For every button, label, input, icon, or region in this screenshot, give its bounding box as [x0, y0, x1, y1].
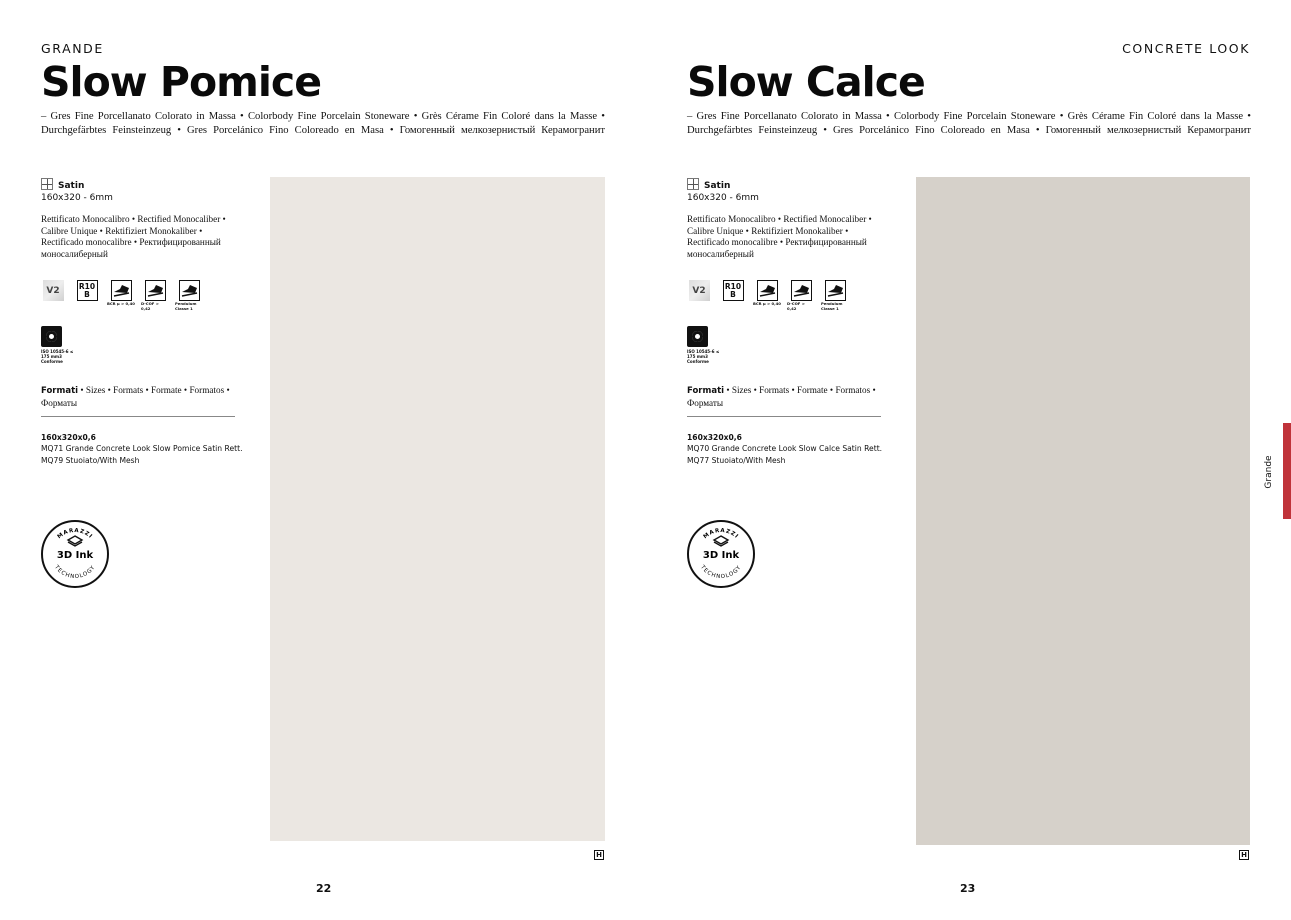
cert-r10 — [721, 280, 745, 301]
abrasion-icon — [687, 326, 708, 347]
bcr-shoe-icon — [111, 280, 132, 301]
description-line-1: – Gres Fine Porcellanato Colorato in Massa • Colorbody Fine Porcelain Stoneware • Grès Cérame Fin Coloré dans la Masse • — [687, 111, 1251, 122]
cert-bcr — [755, 280, 779, 307]
product-description — [41, 110, 605, 138]
code-line: MQ77 Stuoiato/With Mesh — [687, 455, 786, 465]
bcr-caption: BCR μ > 0,40 — [107, 301, 135, 306]
cert-pendulum — [177, 280, 201, 311]
v2-icon: V2 — [689, 280, 710, 301]
h-mark-icon: H — [1239, 850, 1249, 860]
left-page — [0, 0, 645, 920]
bcr-shoe-icon — [757, 280, 778, 301]
r10-bottom: B — [730, 289, 736, 299]
cert-r10 — [75, 280, 99, 301]
v2-icon: V2 — [43, 280, 64, 301]
cert-pendulum — [823, 280, 847, 311]
code-line: MQ71 Grande Concrete Look Slow Pomice Satin Rett. — [41, 444, 243, 454]
dcof-caption: D-COF > 0,42 — [141, 301, 159, 311]
satin-finish-icon — [41, 178, 53, 190]
badge-center-text: 3D Ink — [702, 550, 740, 561]
iso-caption: ISO 10545-6 ≤ 175 mm3 Conforme — [41, 349, 74, 364]
code-size: 160x320x0,6 — [687, 433, 742, 442]
h-mark-icon: H — [594, 850, 604, 860]
section-tab — [1283, 423, 1291, 519]
formats-label: Formati — [687, 386, 725, 396]
finish-block — [687, 177, 759, 203]
pendulum-shoe-icon — [179, 280, 200, 301]
badge-bottom-text: TECHNOLOGY — [699, 564, 743, 581]
r10-icon — [723, 280, 744, 301]
finish-size: 160x320 - 6mm — [41, 193, 113, 203]
iso-caption: ISO 10545-6 ≤ 175 mm3 Conforme — [687, 349, 720, 364]
code-size: 160x320x0,6 — [41, 433, 96, 442]
product-title: Slow Calce — [687, 58, 925, 106]
certification-icons — [687, 280, 847, 311]
diamond-icon — [714, 536, 728, 546]
product-title: Slow Pomice — [41, 58, 322, 106]
cert-dcof — [143, 280, 167, 311]
pendulum-caption: Pendulum Classe 1 — [821, 301, 843, 311]
tile-swatch — [270, 177, 605, 841]
finish-name: Satin — [704, 181, 731, 191]
formats-translations: • Sizes • Formats • Formate • Formatos • Форматы — [41, 385, 230, 408]
description-line-2: Durchgefärbtes Feinsteinzeug • Gres Porcelánico Fino Coloreado en Masa • Гомогенный мелкозернистый Керамогранит — [687, 125, 1251, 136]
finish-block — [41, 177, 113, 203]
rectified-text: Rettificato Monocalibro • Rectified Monocaliber • Calibre Unique • Rektifiziert Monokaliber • Rectificado monocalibre • Ректифицированный моноcалиберный — [41, 214, 226, 259]
bcr-caption: BCR μ > 0,40 — [753, 301, 781, 306]
abrasion-icon — [41, 326, 62, 347]
product-codes — [687, 432, 902, 466]
cert-v2 — [687, 280, 711, 301]
cert-dcof — [789, 280, 813, 311]
side-tab-label — [1262, 455, 1276, 489]
formats-heading — [687, 385, 881, 417]
badge-top-text: MARAZZI — [702, 527, 740, 541]
formats-heading — [41, 385, 235, 417]
3d-ink-badge — [41, 520, 109, 588]
description-line-2: Durchgefärbtes Feinsteinzeug • Gres Porcelánico Fino Coloreado en Masa • Гомогенный мелкозернистый Керамогранит — [41, 125, 605, 136]
code-line: MQ70 Grande Concrete Look Slow Calce Satin Rett. — [687, 444, 883, 454]
iso-block — [687, 326, 727, 364]
collection-kicker: GRANDE — [41, 41, 104, 56]
page-number: 22 — [316, 882, 332, 895]
description-line-1: – Gres Fine Porcellanato Colorato in Massa • Colorbody Fine Porcelain Stoneware • Grès Cérame Fin Coloré dans la Masse • — [41, 111, 605, 122]
side-tab-text: Grande — [1264, 455, 1274, 489]
formats-label: Formati — [41, 386, 79, 396]
tile-swatch — [916, 177, 1250, 845]
pendulum-caption: Pendulum Classe 1 — [175, 301, 197, 311]
cert-v2 — [41, 280, 65, 301]
diamond-icon — [68, 536, 82, 546]
r10-top: R10 — [724, 281, 742, 291]
badge-bottom-text: TECHNOLOGY — [53, 564, 97, 581]
product-description — [687, 110, 1251, 138]
dcof-caption: D-COF > 0,42 — [787, 301, 805, 311]
dcof-shoe-icon — [145, 280, 166, 301]
3d-ink-badge — [687, 520, 755, 588]
dcof-shoe-icon — [791, 280, 812, 301]
pendulum-shoe-icon — [825, 280, 846, 301]
satin-finish-icon — [687, 178, 699, 190]
finish-size: 160x320 - 6mm — [687, 193, 759, 203]
r10-top: R10 — [78, 281, 96, 291]
r10-bottom: B — [84, 289, 90, 299]
iso-block — [41, 326, 81, 364]
collection-kicker: CONCRETE LOOK — [1122, 41, 1250, 56]
rectified-text: Rettificato Monocalibro • Rectified Monocaliber • Calibre Unique • Rektifiziert Monokaliber • Rectificado monocalibre • Ректифицированный моноcалиберный — [687, 214, 872, 259]
badge-center-text: 3D Ink — [56, 550, 94, 561]
page-number: 23 — [960, 882, 976, 895]
product-codes — [41, 432, 256, 466]
formats-translations: • Sizes • Formats • Formate • Formatos • Форматы — [687, 385, 876, 408]
code-line: MQ79 Stuoiato/With Mesh — [41, 455, 140, 465]
certification-icons — [41, 280, 201, 311]
cert-bcr — [109, 280, 133, 307]
badge-top-text: MARAZZI — [56, 527, 94, 541]
finish-name: Satin — [58, 181, 85, 191]
r10-icon — [77, 280, 98, 301]
